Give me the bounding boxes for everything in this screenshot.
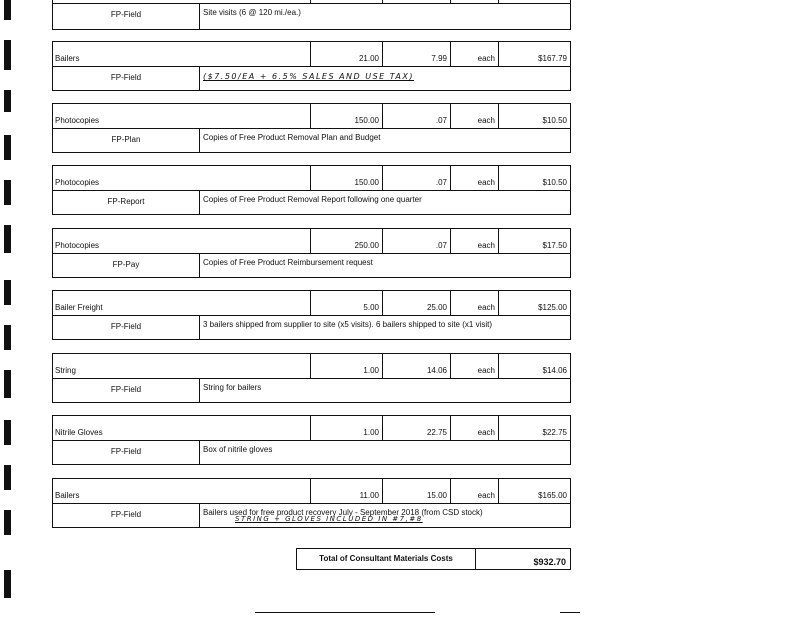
total-value: $932.70	[533, 557, 566, 567]
quantity: 1.00	[363, 366, 379, 375]
quantity: 21.00	[358, 54, 379, 63]
description: String for bailers	[203, 383, 262, 392]
description: Copies of Free Product Reimbursement request	[203, 258, 373, 267]
unit: each	[477, 428, 495, 437]
quantity-cell	[310, 291, 382, 315]
detail-row	[53, 253, 570, 277]
item-row	[53, 229, 570, 254]
rate: 7.99	[431, 54, 447, 63]
unit-cell	[450, 166, 498, 190]
total-box	[296, 548, 571, 570]
item-name: Bailer Freight	[55, 303, 103, 312]
amount: $10.50	[542, 116, 567, 125]
cost-code: FP-Field	[53, 378, 200, 402]
detail-row	[53, 315, 570, 339]
rate: 25.00	[426, 303, 447, 312]
quantity-cell	[310, 42, 382, 66]
item-name: String	[55, 366, 76, 375]
scan-edge-mark	[4, 510, 11, 535]
rate-cell	[382, 354, 450, 378]
unit-cell	[450, 479, 498, 503]
description: Copies of Free Product Removal Plan and Budget	[203, 133, 381, 142]
amount-cell	[498, 104, 570, 128]
amount-cell	[498, 354, 570, 378]
rate: 22.75	[426, 428, 447, 437]
unit-cell	[450, 229, 498, 253]
total-label: Total of Consultant Materials Costs	[297, 549, 476, 569]
rate: .07	[435, 178, 447, 187]
rate: .07	[435, 116, 447, 125]
line-item-partial	[52, 0, 571, 30]
item-row	[53, 354, 570, 379]
cost-code: FP-Field	[53, 66, 200, 90]
item-row	[53, 416, 570, 441]
scan-edge-mark	[4, 280, 11, 305]
unit-cell	[450, 416, 498, 440]
unit: each	[477, 178, 495, 187]
cost-code: FP-Field	[53, 315, 200, 339]
line-item	[52, 290, 571, 340]
rate-cell	[382, 416, 450, 440]
item-name: Photocopies	[55, 116, 100, 125]
scan-edge-mark	[4, 135, 11, 160]
line-item	[52, 165, 571, 215]
quantity: 5.00	[363, 303, 379, 312]
cost-code: FP-Pay	[53, 253, 200, 277]
item-name: Bailers	[55, 54, 80, 63]
unit-cell	[450, 42, 498, 66]
cost-code: FP-Plan	[53, 128, 200, 152]
unit-cell	[450, 354, 498, 378]
rate-cell	[382, 229, 450, 253]
amount: $125.00	[538, 303, 567, 312]
rate: .07	[435, 241, 447, 250]
item-name: Photocopies	[55, 178, 100, 187]
quantity-cell	[310, 479, 382, 503]
scan-edge-mark	[4, 370, 11, 398]
quantity: 150.00	[354, 178, 379, 187]
line-item	[52, 415, 571, 465]
line-item	[52, 353, 571, 403]
rate-cell	[382, 42, 450, 66]
amount: $167.79	[538, 54, 567, 63]
rate-cell	[382, 104, 450, 128]
unit-cell	[450, 291, 498, 315]
handwritten-note: ($7.50/EA + 6.5% SALES AND USE TAX)	[203, 72, 415, 81]
item-name: Photocopies	[55, 241, 100, 250]
quantity-cell	[310, 166, 382, 190]
amount-cell	[498, 42, 570, 66]
line-item	[52, 41, 571, 91]
rate-cell	[382, 166, 450, 190]
description: 3 bailers shipped from supplier to site (x5 visits). 6 bailers shipped to site (x1 visit)	[203, 320, 493, 329]
rate-cell	[382, 479, 450, 503]
amount: $165.00	[538, 491, 567, 500]
unit: each	[477, 116, 495, 125]
quantity: 250.00	[354, 241, 379, 250]
quantity: 11.00	[359, 491, 379, 500]
quantity-cell	[310, 229, 382, 253]
unit: each	[477, 491, 495, 500]
item-name: Nitrile Gloves	[55, 428, 103, 437]
item-row	[53, 479, 570, 504]
divider	[255, 612, 435, 613]
scan-edge-mark	[4, 40, 11, 70]
scan-edge-mark	[4, 180, 11, 205]
rate: 14.06	[426, 366, 447, 375]
detail-row	[53, 128, 570, 152]
quantity: 1.00	[363, 428, 379, 437]
unit-cell	[450, 104, 498, 128]
rate-cell	[382, 291, 450, 315]
line-item	[52, 478, 571, 528]
unit: each	[477, 303, 495, 312]
amount: $14.06	[542, 366, 567, 375]
amount: $22.75	[542, 428, 567, 437]
quantity-cell	[310, 416, 382, 440]
quantity-cell	[310, 354, 382, 378]
scan-edge-mark	[4, 325, 11, 350]
scan-edge-mark	[4, 90, 11, 112]
scan-edge-mark	[4, 225, 11, 253]
amount-cell	[498, 479, 570, 503]
cost-code: FP-Field	[53, 440, 200, 464]
line-item	[52, 228, 571, 278]
item-name: Bailers	[55, 491, 80, 500]
amount-cell	[498, 416, 570, 440]
detail-row	[53, 440, 570, 464]
cost-code: FP-Report	[53, 190, 200, 214]
item-row	[53, 166, 570, 191]
description: Site visits (6 @ 120 mi./ea.)	[203, 8, 301, 17]
detail-row	[53, 378, 570, 402]
amount: $17.50	[542, 241, 567, 250]
cost-code: FP-Field	[53, 503, 200, 527]
amount-cell	[498, 291, 570, 315]
divider	[560, 612, 580, 613]
scan-edge-mark	[4, 0, 11, 20]
line-item	[52, 103, 571, 153]
handwritten-note: STRING + GLOVES INCLUDED IN #7,#8	[235, 515, 423, 523]
item-row	[53, 104, 570, 129]
item-row	[53, 291, 570, 316]
description: Bailers used for free product recovery July - September 2018 (from CSD stock)	[203, 508, 483, 517]
scan-edge-mark	[4, 570, 11, 598]
unit: each	[477, 54, 495, 63]
unit: each	[477, 241, 495, 250]
amount-cell	[498, 229, 570, 253]
detail-row	[53, 190, 570, 214]
cost-code: FP-Field	[53, 3, 200, 29]
unit: each	[477, 366, 495, 375]
description: Box of nitrile gloves	[203, 445, 273, 454]
quantity-cell	[310, 104, 382, 128]
detail-row	[53, 3, 570, 29]
quantity: 150.00	[354, 116, 379, 125]
scan-edge-mark	[4, 420, 11, 445]
description: Copies of Free Product Removal Report following one quarter	[203, 195, 422, 204]
amount-cell	[498, 166, 570, 190]
amount: $10.50	[542, 178, 567, 187]
scan-edge-mark	[4, 465, 11, 490]
item-row	[53, 42, 570, 67]
rate: 15.00	[426, 491, 447, 500]
